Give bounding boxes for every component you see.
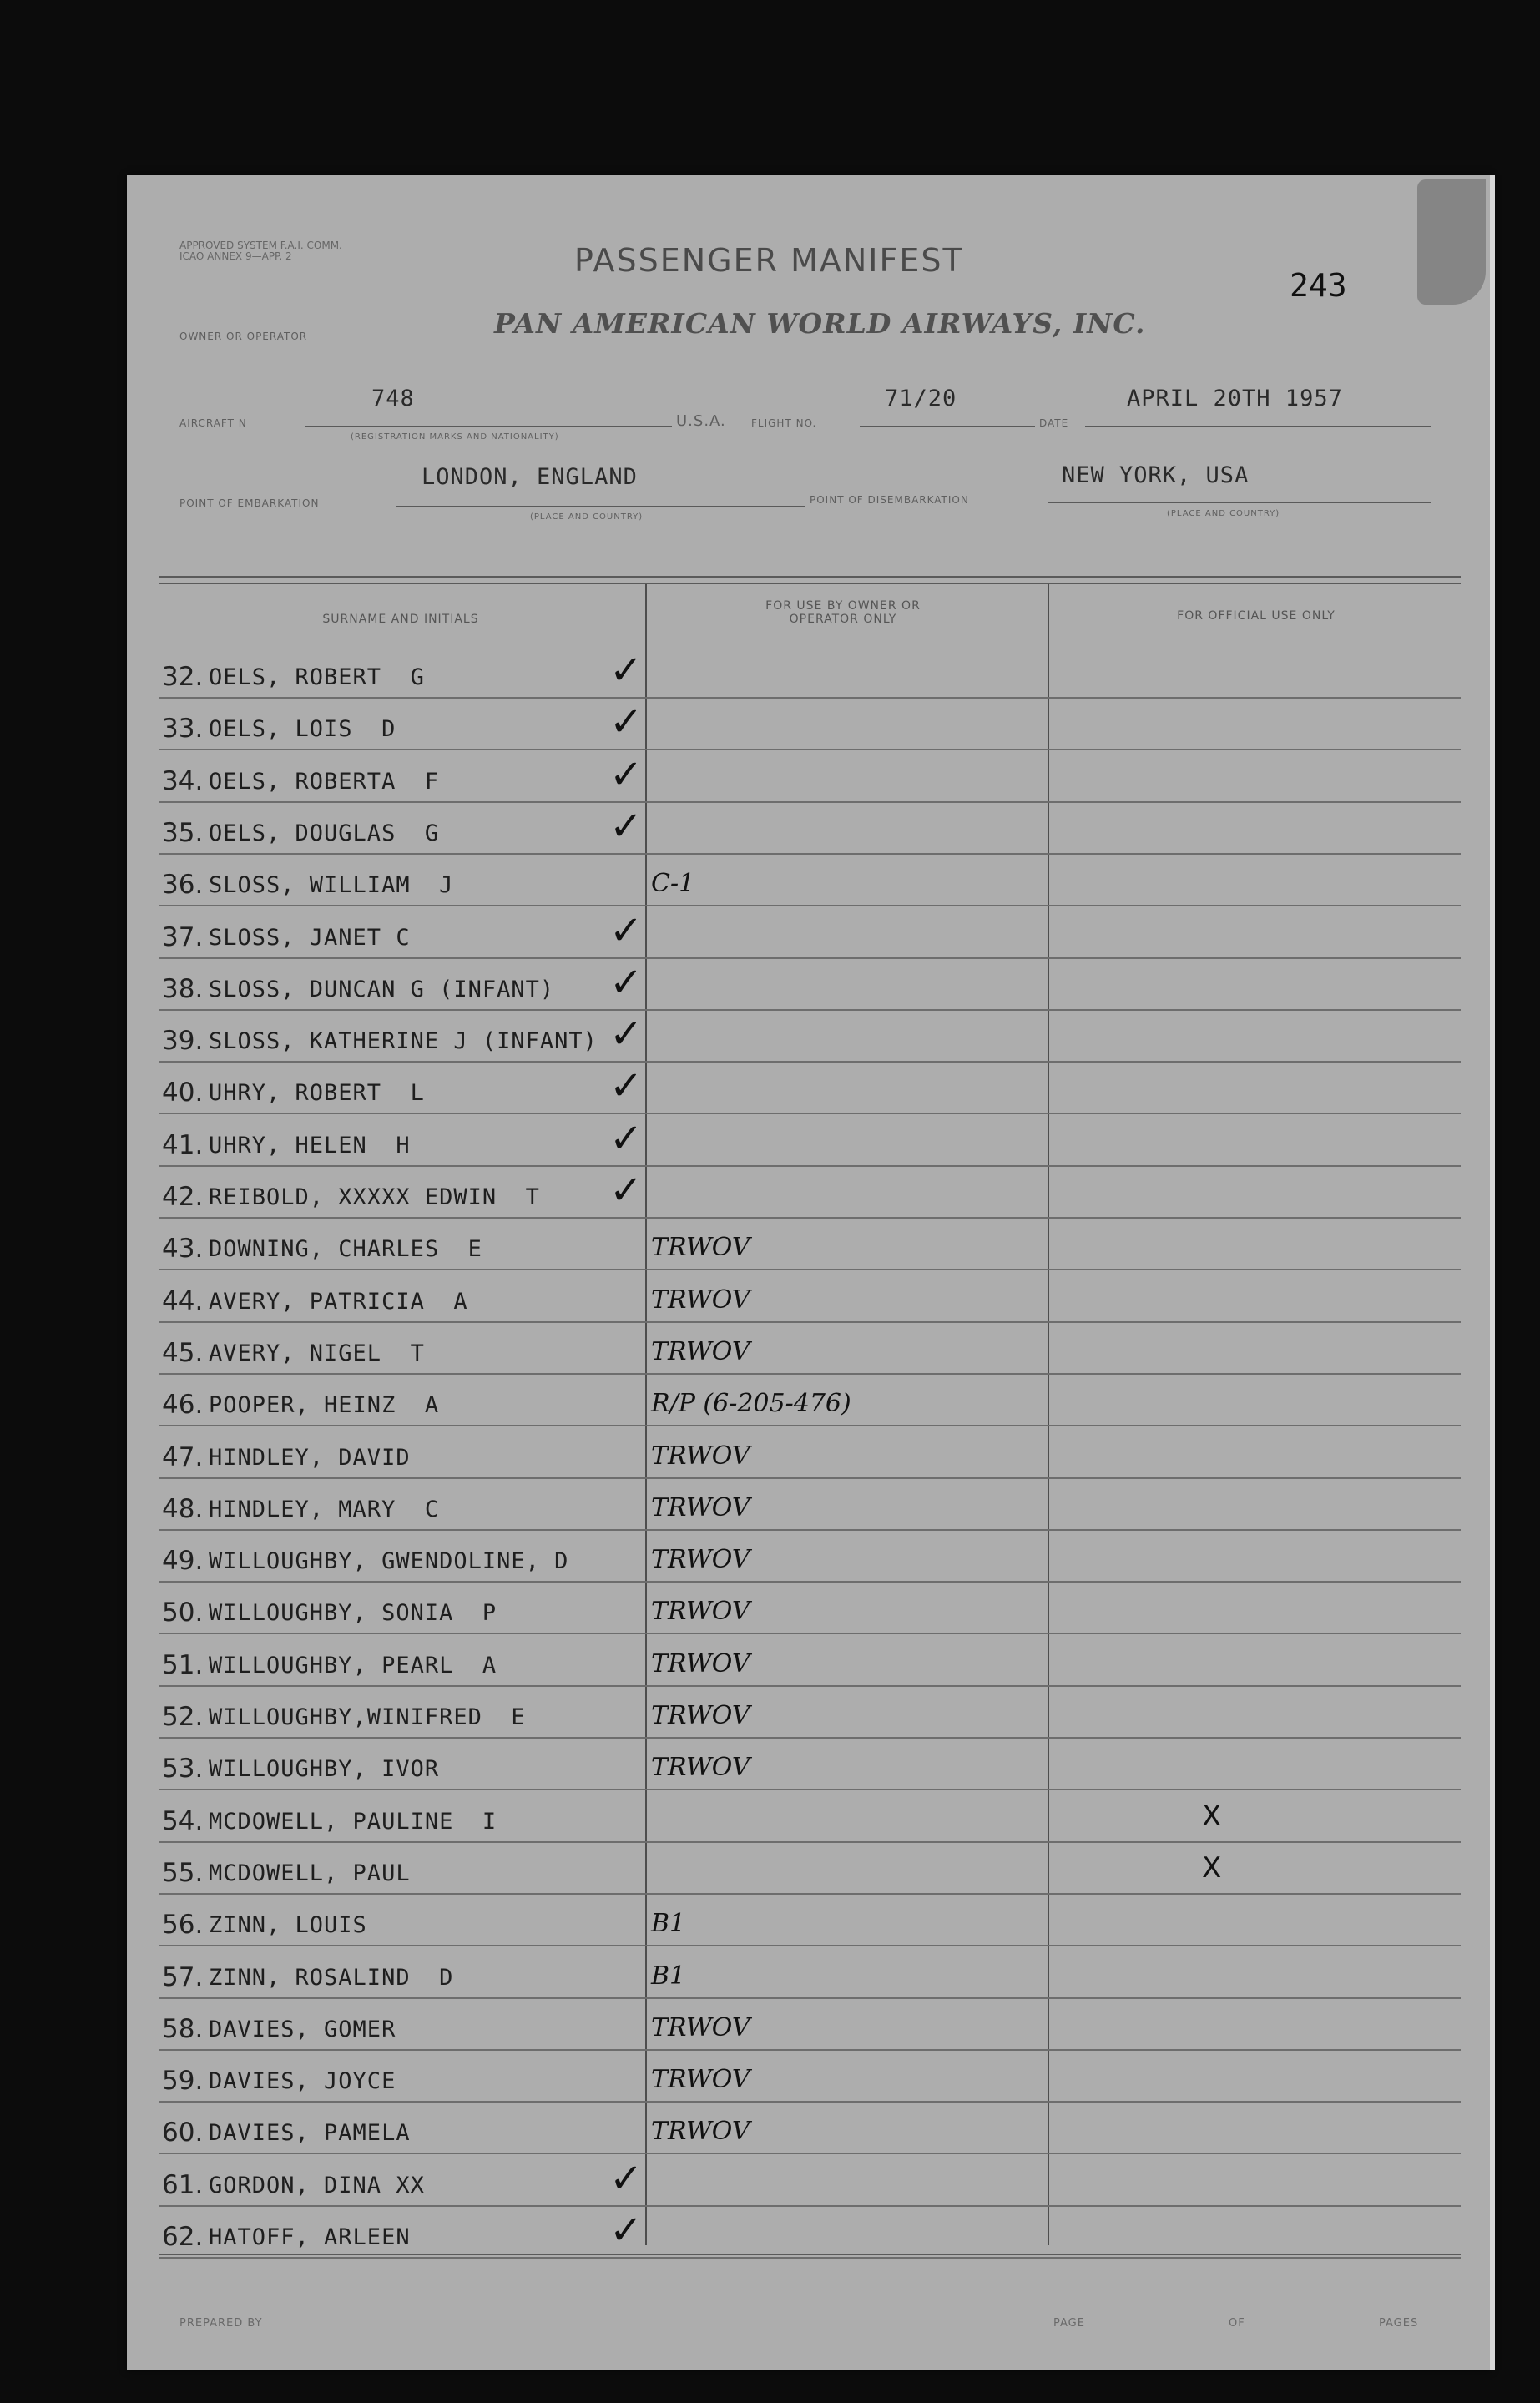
row-number: 62. xyxy=(162,2222,204,2252)
table-row xyxy=(159,2205,1461,2259)
check-mark: ✓ xyxy=(609,699,644,746)
flight-number: 71/20 xyxy=(885,386,957,411)
row-number: 38. xyxy=(162,973,204,1004)
check-mark: ✓ xyxy=(609,1063,644,1110)
row-number: 55. xyxy=(162,1857,204,1888)
owner-note: TRWOV xyxy=(651,1492,750,1522)
table-row xyxy=(159,1529,1461,1583)
table-row xyxy=(159,801,1461,855)
disembarkation-place: NEW YORK, USA xyxy=(1062,462,1250,488)
table-row xyxy=(159,1373,1461,1426)
passenger-name: WILLOUGHBY, PEARL A xyxy=(209,1652,497,1679)
official-mark: X xyxy=(1202,1850,1222,1885)
table-top-rule-2 xyxy=(159,583,1461,584)
row-number: 34. xyxy=(162,765,204,796)
row-number: 49. xyxy=(162,1546,204,1577)
check-mark: ✓ xyxy=(609,750,644,798)
row-number: 58. xyxy=(162,2013,204,2044)
passenger-name: DAVIES, JOYCE xyxy=(209,2068,396,2095)
check-mark: ✓ xyxy=(609,1011,644,1058)
owner-note: R/P (6-205-476) xyxy=(651,1389,851,1419)
row-number: 57. xyxy=(162,1961,204,1992)
embarkation-label: POINT OF EMBARKATION xyxy=(179,497,320,509)
table-row xyxy=(159,1946,1461,1999)
row-number: 43. xyxy=(162,1234,204,1265)
check-mark: ✓ xyxy=(609,1167,644,1214)
row-number: 33. xyxy=(162,714,204,745)
owner-note: TRWOV xyxy=(651,1597,750,1627)
registration-note: (REGISTRATION MARKS AND NATIONALITY) xyxy=(351,432,559,442)
row-number: 37. xyxy=(162,921,204,952)
owner-note: TRWOV xyxy=(651,1648,750,1679)
flight-underline xyxy=(860,426,1035,427)
table-row xyxy=(159,1841,1461,1895)
passenger-name: REIBOLD, XXXXX EDWIN T xyxy=(209,1184,540,1210)
row-number: 44. xyxy=(162,1285,204,1316)
table-top-rule xyxy=(159,576,1461,578)
row-number: 35. xyxy=(162,817,204,848)
row-number: 60. xyxy=(162,2118,204,2148)
table-row xyxy=(159,1113,1461,1167)
page-label: PAGE xyxy=(1053,2317,1085,2330)
owner-note: B1 xyxy=(651,1909,686,1939)
table-row xyxy=(159,1685,1461,1739)
embarkation-underline xyxy=(396,506,805,507)
approval-note: APPROVED SYSTEM F.A.I. COMM. ICAO ANNEX 9—APP. 2 xyxy=(179,240,342,262)
table-row xyxy=(159,1270,1461,1323)
table-row xyxy=(159,1009,1461,1063)
date-underline xyxy=(1085,426,1431,427)
table-row xyxy=(159,2049,1461,2103)
table-row xyxy=(159,1426,1461,1479)
owner-note: TRWOV xyxy=(651,1701,750,1730)
passenger-name: DAVIES, PAMELA xyxy=(209,2120,411,2147)
owner-note: TRWOV xyxy=(651,2065,750,2095)
passenger-name: SLOSS, KATHERINE J (INFANT) xyxy=(209,1028,598,1055)
passenger-name: OELS, ROBERT G xyxy=(209,664,425,690)
passenger-name: SLOSS, JANET C xyxy=(209,924,411,951)
row-number: 32. xyxy=(162,662,204,692)
row-number: 41. xyxy=(162,1129,204,1160)
owner-note: TRWOV xyxy=(651,1233,750,1263)
table-row xyxy=(159,906,1461,959)
passenger-name: SLOSS, WILLIAM J xyxy=(209,872,454,899)
check-mark: ✓ xyxy=(609,906,644,954)
table-row xyxy=(159,1321,1461,1375)
passenger-name: HINDLEY, DAVID xyxy=(209,1444,411,1471)
row-number: 54. xyxy=(162,1805,204,1836)
passenger-name: HATOFF, ARLEEN xyxy=(209,2224,411,2250)
passenger-name: GORDON, DINA XX xyxy=(209,2172,425,2199)
check-mark: ✓ xyxy=(609,1114,644,1162)
owner-note: TRWOV xyxy=(651,1753,750,1783)
pages-label: PAGES xyxy=(1379,2317,1419,2330)
passenger-name: HINDLEY, MARY C xyxy=(209,1496,440,1522)
row-number: 50. xyxy=(162,1598,204,1628)
disembarkation-label: POINT OF DISEMBARKATION xyxy=(810,494,969,506)
column-header-official: FOR OFFICIAL USE ONLY xyxy=(1177,609,1336,623)
table-row xyxy=(159,1581,1461,1634)
passenger-name: UHRY, HELEN H xyxy=(209,1132,411,1159)
table-row xyxy=(159,1737,1461,1790)
passenger-name: OELS, DOUGLAS G xyxy=(209,820,440,846)
aircraft-underline xyxy=(305,426,672,427)
table-row xyxy=(159,2101,1461,2154)
owner-note: TRWOV xyxy=(651,1285,750,1315)
passenger-name: OELS, ROBERTA F xyxy=(209,768,440,795)
page-number: 243 xyxy=(1290,267,1347,304)
row-number: 46. xyxy=(162,1390,204,1421)
check-mark: ✓ xyxy=(609,2207,644,2254)
folded-corner xyxy=(1417,179,1486,305)
table-row xyxy=(159,697,1461,750)
table-bottom-rule xyxy=(159,2254,1461,2255)
airline-name: PAN AMERICAN WORLD AIRWAYS, INC. xyxy=(494,307,1146,340)
owner-note: TRWOV xyxy=(651,1545,750,1575)
passenger-name: ZINN, LOUIS xyxy=(209,1912,367,1939)
passenger-name: UHRY, ROBERT L xyxy=(209,1080,425,1107)
flight-label: FLIGHT NO. xyxy=(751,417,817,429)
table-row xyxy=(159,750,1461,803)
row-number: 56. xyxy=(162,1910,204,1941)
document-title: PASSENGER MANIFEST xyxy=(574,242,964,279)
prepared-by-label: PREPARED BY xyxy=(179,2317,263,2330)
passenger-name: POOPER, HEINZ A xyxy=(209,1392,440,1419)
row-number: 52. xyxy=(162,1702,204,1732)
date-label: DATE xyxy=(1039,417,1069,429)
row-number: 40. xyxy=(162,1078,204,1108)
column-header-owner: FOR USE BY OWNER OR OPERATOR ONLY xyxy=(765,599,921,626)
row-number: 61. xyxy=(162,2169,204,2200)
passenger-name: WILLOUGHBY, IVOR xyxy=(209,1756,440,1783)
table-row xyxy=(159,853,1461,906)
row-number: 51. xyxy=(162,1649,204,1680)
owner-note: TRWOV xyxy=(651,2012,750,2042)
table-row xyxy=(159,1633,1461,1687)
table-row xyxy=(159,2153,1461,2207)
passenger-name: ZINN, ROSALIND D xyxy=(209,1964,454,1991)
aircraft-label: AIRCRAFT N xyxy=(179,417,247,429)
official-mark: X xyxy=(1202,1799,1222,1833)
row-number: 39. xyxy=(162,1026,204,1057)
row-number: 48. xyxy=(162,1493,204,1524)
of-label: OF xyxy=(1229,2317,1245,2330)
check-mark: ✓ xyxy=(609,802,644,850)
table-row xyxy=(159,1997,1461,2051)
row-number: 45. xyxy=(162,1337,204,1368)
table-row xyxy=(159,1217,1461,1270)
table-row xyxy=(159,1893,1461,1946)
check-mark: ✓ xyxy=(609,647,644,694)
passenger-name: AVERY, PATRICIA A xyxy=(209,1288,468,1315)
sheet-edge xyxy=(1490,175,1495,2370)
passenger-name: WILLOUGHBY, SONIA P xyxy=(209,1600,497,1627)
owner-note: TRWOV xyxy=(651,2117,750,2147)
row-number: 59. xyxy=(162,2066,204,2097)
owner-note: B1 xyxy=(651,1961,686,1991)
table-row xyxy=(159,1061,1461,1114)
table-row xyxy=(159,1790,1461,1843)
disembarkation-underline xyxy=(1048,502,1431,503)
aircraft-number: 748 xyxy=(371,386,415,411)
check-mark: ✓ xyxy=(609,2154,644,2202)
owner-note: C-1 xyxy=(651,869,695,899)
flight-date: APRIL 20TH 1957 xyxy=(1127,386,1343,411)
passenger-name: MCDOWELL, PAULINE I xyxy=(209,1808,497,1835)
passenger-name: AVERY, NIGEL T xyxy=(209,1340,425,1366)
row-number: 47. xyxy=(162,1441,204,1472)
passenger-name: SLOSS, DUNCAN G (INFANT) xyxy=(209,976,555,1002)
owner-label: OWNER OR OPERATOR xyxy=(179,331,308,342)
column-header-surname: SURNAME AND INITIALS xyxy=(322,613,479,626)
passenger-name: DOWNING, CHARLES E xyxy=(209,1236,482,1263)
place-note-2: (PLACE AND COUNTRY) xyxy=(1167,509,1280,518)
row-number: 36. xyxy=(162,870,204,901)
table-row xyxy=(159,1165,1461,1219)
embarkation-place: LONDON, ENGLAND xyxy=(422,464,638,490)
owner-note: TRWOV xyxy=(651,1336,750,1366)
row-number: 53. xyxy=(162,1754,204,1785)
usa-label: U.S.A. xyxy=(676,412,726,430)
place-note-1: (PLACE AND COUNTRY) xyxy=(530,512,644,522)
passenger-name: DAVIES, GOMER xyxy=(209,2016,396,2042)
check-mark: ✓ xyxy=(609,958,644,1006)
passenger-name: MCDOWELL, PAUL xyxy=(209,1860,411,1886)
row-number: 42. xyxy=(162,1182,204,1212)
table-row xyxy=(159,1477,1461,1531)
table-row xyxy=(159,645,1461,699)
owner-note: TRWOV xyxy=(651,1441,750,1471)
table-row xyxy=(159,957,1461,1011)
passenger-name: WILLOUGHBY, GWENDOLINE, D xyxy=(209,1548,569,1575)
passenger-name: WILLOUGHBY,WINIFRED E xyxy=(209,1704,526,1730)
passenger-name: OELS, LOIS D xyxy=(209,716,396,743)
